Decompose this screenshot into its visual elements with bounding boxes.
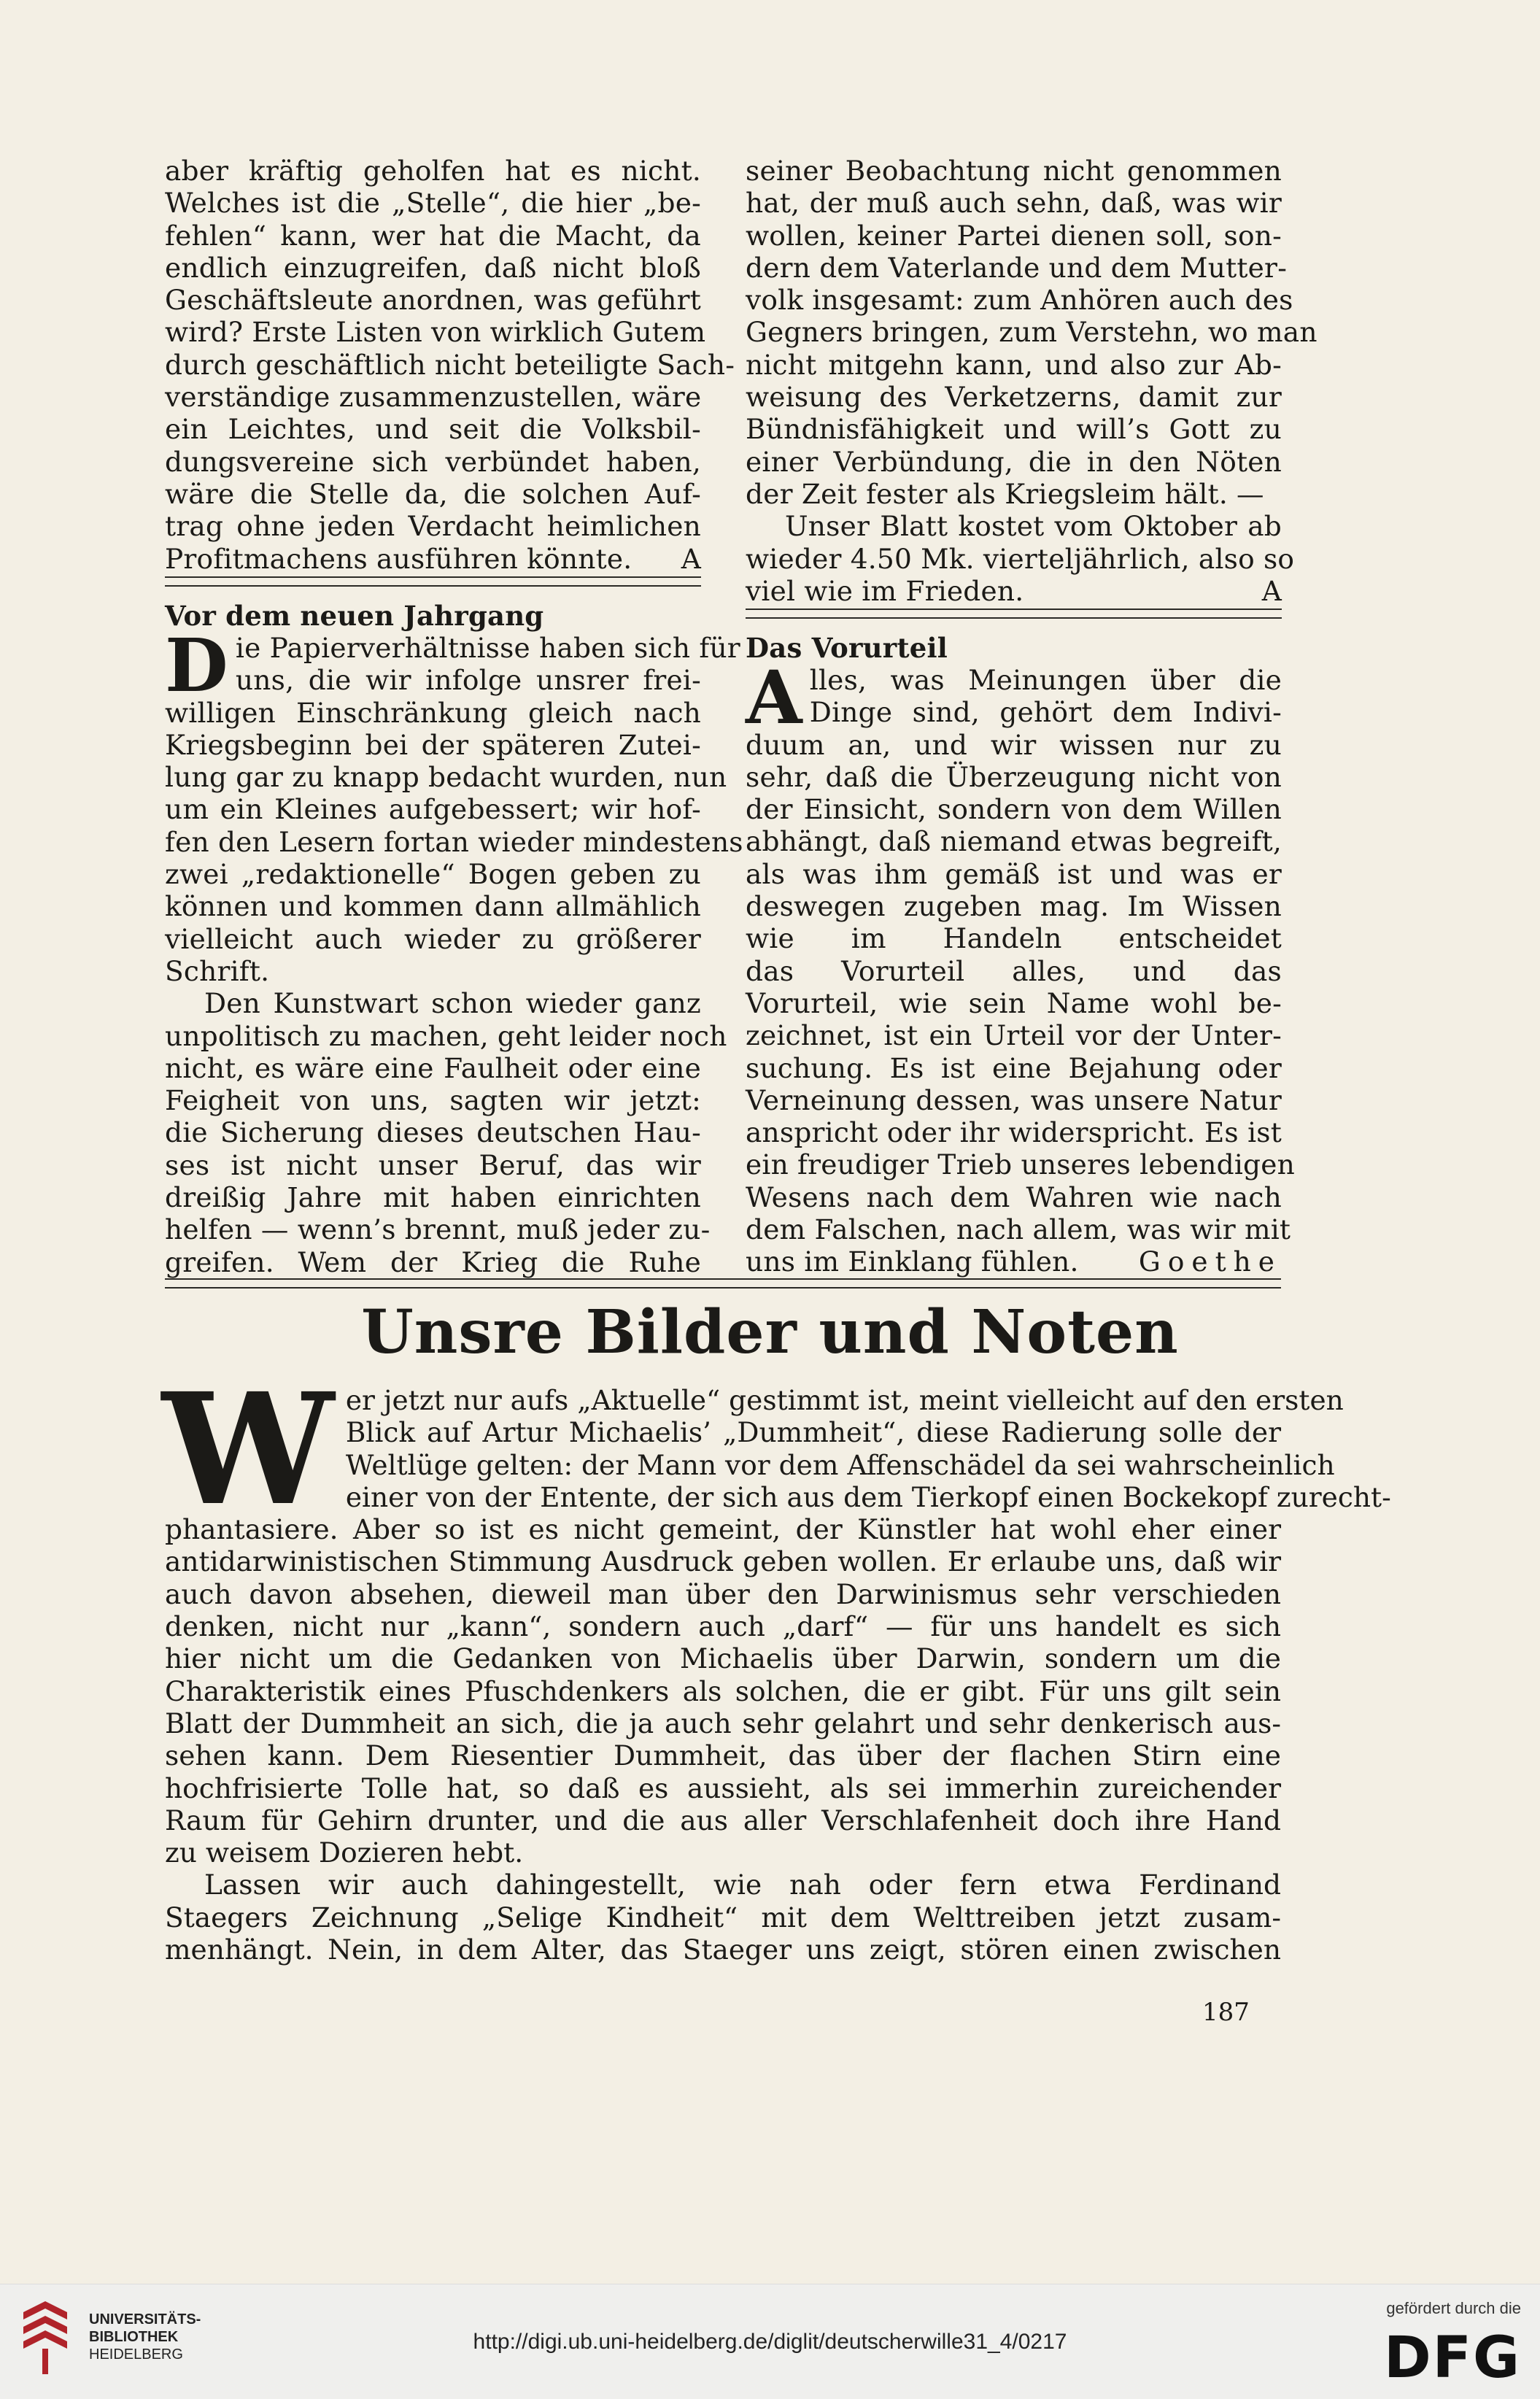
text-line: die Sicherung dieses deutschen Hau-	[165, 1116, 701, 1149]
vorurteil-last-line: uns im Einklang fühlen. Goethe	[746, 1245, 1282, 1278]
vorurteil-paragraph	[746, 654, 1296, 1246]
text-line: helfen — wenn’s brennt, muß jeder zu-	[165, 1213, 711, 1246]
signature-goethe: Goethe	[1138, 1245, 1282, 1278]
text-line: suchung. Es ist eine Bejahung oder	[746, 1051, 1282, 1084]
signature-a: A	[681, 542, 701, 575]
left-section-paragraph-2	[165, 987, 727, 1278]
text-line: Charakteristik eines Pfuschdenkers als solchen, die er gibt. Für uns gilt sein	[165, 1674, 1281, 1707]
text-line: einer von der Entente, der sich aus dem Tierkopf einen Bockekopf zurecht-	[345, 1480, 1391, 1513]
text-line: Lassen wir auch dahingestellt, wie nah oder fern etwa Ferdinand	[204, 1869, 1281, 1901]
text-line: aber kräftig geholfen hat es nicht.	[165, 155, 701, 187]
title-rule	[165, 1287, 1281, 1289]
text-line: Gegners bringen, zum Verstehn, wo man	[746, 316, 1317, 349]
text-line: Wesens nach dem Wahren wie nach	[746, 1181, 1282, 1213]
title-rule	[165, 1278, 1281, 1280]
text-line: Welches ist die „Stelle“, die hier „be-	[165, 187, 701, 220]
dropcap-w: W	[162, 1359, 334, 1540]
dropcap-a: A	[746, 654, 802, 741]
text-line: Feigheit von uns, sagten wir jetzt:	[165, 1084, 701, 1117]
text-line: lles, was Meinungen über die	[809, 664, 1282, 696]
text-line: er jetzt nur aufs „Aktuelle“ gestimmt ist, meint vielleicht auf den ersten	[345, 1384, 1344, 1416]
text-line: ie Papierverhältnisse haben sich für	[235, 632, 740, 664]
text-line: verständige zusammenzustellen, wäre	[165, 381, 702, 414]
text-line: dungsvereine sich verbündet haben,	[165, 445, 701, 478]
page-number: 187	[1202, 1998, 1250, 2027]
text-line: auch davon absehen, dieweil man über den Darwinismus sehr verschieden	[165, 1577, 1281, 1610]
text-line: einer Verbündung, die in den Nöten	[746, 445, 1282, 478]
text-line: nicht, es wäre eine Faulheit oder eine	[165, 1051, 701, 1084]
text-line: Blick auf Artur Michaelis’ „Dummheit“, diese Radierung solle der	[345, 1416, 1281, 1449]
text-line: Weltlüge gelten: der Mann vor dem Affenschädel da sei wahrscheinlich	[345, 1448, 1335, 1481]
column-rule	[165, 585, 701, 587]
text-line: vielleicht auch wieder zu größerer	[165, 922, 701, 955]
column-rule	[746, 617, 1282, 619]
text-line: ein Leichtes, und seit die Volksbil-	[165, 413, 701, 446]
text-line: Vorurteil, wie sein Name wohl be-	[746, 986, 1282, 1019]
section-heading-vor-dem-neuen-jahrgang: Vor dem neuen Jahrgang	[165, 600, 544, 632]
text-line: wollen, keiner Partei dienen soll, son-	[746, 219, 1282, 252]
text-line: anspricht oder ihr widerspricht. Es ist	[746, 1116, 1282, 1149]
right-section	[746, 632, 1296, 1278]
text-line: sehen kann. Dem Riesentier Dummheit, das über der flachen Stirn eine	[165, 1739, 1281, 1772]
left-column	[165, 155, 735, 575]
text-line: hat, der muß auch sehn, daß, was wir	[746, 187, 1282, 220]
text-line: als was ihm gemäß ist und was er	[746, 857, 1282, 890]
section-heading-das-vorurteil: Das Vorurteil	[746, 632, 948, 664]
text-line: Dinge sind, gehört dem Indivi-	[809, 696, 1282, 729]
text-line: unpolitisch zu machen, geht leider noch	[165, 1019, 727, 1052]
dropcap-d: D	[165, 622, 228, 708]
signature-a: A	[1261, 574, 1282, 607]
text-line: Verneinung dessen, was unsere Natur	[746, 1083, 1282, 1116]
text-line: dern dem Vaterlande und dem Mutter-	[746, 251, 1288, 284]
text-line: wird? Erste Listen von wirklich Gutem	[165, 316, 706, 349]
text-line: volk insgesamt: zum Anhören auch des	[746, 284, 1293, 317]
text-line: fen den Lesern fortan wieder mindestens	[165, 825, 743, 858]
main-title: Unsre Bilder und Noten	[361, 1297, 1179, 1367]
left-continuation-last-line: Profitmachens ausführen könnte. A	[165, 542, 701, 575]
left-section: Vor dem neuen Jahrgang D ie Papierverhältnisse haben sich für uns, die wir infolge unsrer frei- willigen Einschränkung gleich nach Kriegsbeginn bei der späteren Zutei- lung gar zu knapp bedacht wurden, nun um ein Kleines aufgebessert; wir hof- fen den Lesern fortan wieder mindestens zwei „redaktionelle“ Bogen geben zu können und kommen dann allmählich vielleicht auch wieder zu größerer Schrift. Den Kunstwart schon wieder ganz unpolitisch zu machen, geht leider noch nicht, es wäre eine Faulheit oder eine Feigheit von uns, sagten wir jetzt: die Sicherung dieses deutschen Hau- ses ist nicht unser Beruf, das wir dreißig Jahre mit haben einrichten helfen — wenn’s brennt, muß jeder zu- greifen. Wem der Krieg die Ruhe	[165, 600, 743, 1278]
column-rule	[165, 576, 701, 578]
text-line: das Vorurteil alles, und das	[746, 954, 1282, 987]
text-line: hier nicht um die Gedanken von Michaelis über Darwin, sondern um die	[165, 1642, 1281, 1675]
text-line: uns, die wir infolge unsrer frei-	[235, 664, 701, 697]
text-line: menhängt. Nein, in dem Alter, das Staeger uns zeigt, stören einen zwischen	[165, 1934, 1281, 1966]
text-line: nicht mitgehn kann, und also zur Ab-	[746, 348, 1282, 381]
text-line: phantasiere. Aber so ist es nicht gemeint, der Künstler hat wohl eher einer	[165, 1513, 1281, 1546]
text-line: deswegen zugeben mag. Im Wissen	[746, 890, 1282, 923]
text-line: willigen Einschränkung gleich nach	[165, 696, 701, 729]
text-line: Raum für Gehirn drunter, und die aus aller Verschlafenheit doch ihre Hand	[165, 1804, 1281, 1836]
right-column: seiner Beobachtung nicht genommen hat, der muß auch sehn, daß, was wir wollen, keiner Partei dienen soll, son- dern dem Vaterlande und dem Mutter- volk insgesamt: zum Anhören auch des Gegners bringen, zum Verstehn, wo man nicht mitgehn kann, und also zur Ab- weisung des Verketzerns, damit zur Bündnisfähigkeit und will’s Gott zu einer Verbündung, die in den Nöten der Zeit fester als Kriegsleim hält. — Unser Blatt kostet vom Oktober ab wieder 4.50 Mk. vierteljährlich, also so viel wie im Frieden. A	[746, 155, 1317, 607]
bottom-paragraph-2	[165, 1869, 1281, 1966]
text-line: lung gar zu knapp bedacht wurden, nun	[165, 761, 727, 794]
left-section-paragraph-1	[165, 622, 743, 955]
text-line: zwei „redaktionelle“ Bogen geben zu	[165, 858, 701, 891]
column-rule	[746, 609, 1282, 610]
university-library-name[interactable]: UNIVERSITÄTS- BIBLIOTHEK HEIDELBERG	[89, 2311, 201, 2363]
text-line: Staegers Zeichnung „Selige Kindheit“ mit dem Welttreiben jetzt zusam-	[165, 1901, 1281, 1934]
viewer-footer	[0, 2284, 1540, 2399]
text-line: Den Kunstwart schon wieder ganz	[204, 987, 701, 1020]
text-line: abhängt, daß niemand etwas begreift,	[746, 825, 1282, 858]
text-line: wäre die Stelle da, die solchen Auf-	[165, 477, 701, 510]
text-line: sehr, daß die Überzeugung nicht von	[746, 760, 1282, 793]
left-continuation-paragraph	[165, 155, 735, 543]
text-line: hochfrisierte Tolle hat, so daß es aussieht, als sei immerhin zureichender	[165, 1772, 1281, 1804]
text-line: ein freudiger Trieb unseres lebendigen	[746, 1148, 1296, 1181]
text-line: denken, nicht nur „kann“, sondern auch „darf“ — für uns handelt es sich	[165, 1610, 1281, 1643]
text-line: zeichnet, ist ein Urteil vor der Unter-	[746, 1019, 1282, 1052]
text-line: Blatt der Dummheit an sich, die ja auch sehr gelahrt und sehr denkerisch aus-	[165, 1707, 1281, 1739]
funding-note: gefördert durch die	[1386, 2299, 1521, 2317]
text-line: durch geschäftlich nicht beteiligte Sach-	[165, 348, 735, 381]
text-line: Kriegsbeginn bei der späteren Zutei-	[165, 728, 701, 761]
text-line: wieder 4.50 Mk. vierteljährlich, also so	[746, 542, 1295, 575]
text-line: Geschäftsleute anordnen, was geführt	[165, 284, 701, 317]
text-line: können und kommen dann allmählich	[165, 890, 701, 923]
dfg-logo[interactable]: DFG	[1383, 2325, 1521, 2391]
text-line: weisung des Verketzerns, damit zur	[746, 381, 1282, 414]
text-line: wie im Handeln entscheidet	[746, 922, 1282, 955]
price-last-line: viel wie im Frieden. A	[746, 574, 1282, 607]
text-line: greifen. Wem der Krieg die Ruhe	[165, 1245, 701, 1278]
text-line: dem Falschen, nach allem, was wir mit	[746, 1213, 1291, 1246]
text-line: antidarwinistischen Stimmung Ausdruck geben wollen. Er erlaube uns, daß wir	[165, 1545, 1281, 1578]
right-continuation-paragraph	[746, 155, 1317, 478]
text-line: der Einsicht, sondern von dem Willen	[746, 793, 1282, 826]
price-paragraph	[746, 510, 1295, 575]
text-line: duum an, und wir wissen nur zu	[746, 728, 1282, 761]
text-line: ses ist nicht unser Beruf, das wir	[165, 1148, 701, 1181]
text-line: fehlen“ kann, wer hat die Macht, da	[165, 219, 701, 252]
text-line: seiner Beobachtung nicht genommen	[746, 155, 1282, 187]
text-line: um ein Kleines aufgebessert; wir hof-	[165, 793, 701, 826]
text-line: Bündnisfähigkeit und will’s Gott zu	[746, 413, 1282, 446]
permalink-url[interactable]: http://digi.ub.uni-heidelberg.de/diglit/deutscherwille31_4/0217	[473, 2330, 1067, 2354]
text-line: trag ohne jeden Verdacht heimlichen	[165, 510, 701, 543]
bilder-und-noten-text: W er jetzt nur aufs „Aktuelle“ gestimmt ist, meint vielleicht auf den ersten Blick auf Artur Michaelis’ „Dummheit“, diese Radierung solle der Weltlüge gelten: der Mann vor dem Affenschädel da sei wahrscheinlich einer von der Entente, der sich aus dem Tierkopf einen Bockekopf zurecht- phantasiere. Aber so ist es nicht gemeint, der Künstler hat wohl eher einer antidarwinistischen Stimmung Ausdruck geben wollen. Er erlaube uns, daß wir auch davon absehen, dieweil man über den Darwinismus sehr verschieden denken, nicht nur „kann“, sondern auch „darf“ — für uns handelt es sich hier nicht um die Gedanken von Michaelis über Darwin, sondern um die Charakteristik eines Pfuschdenkers als solchen, die er gibt. Für uns gilt sein Blatt der Dummheit an sich, die ja auch sehr gelahrt und sehr denkerisch aus- sehen kann. Dem Riesentier Dummheit, das über der flachen Stirn eine hochfrisierte Tolle hat, so daß es aussieht, als sei immerhin zureichender Raum für Gehirn drunter, und die aus aller Verschlafenheit doch ihre Hand zu weisem Dozieren hebt. Lassen wir auch dahingestellt, wie nah oder fern etwa Ferdinand Staegers Zeichnung „Selige Kindheit“ mit dem Welttreiben jetzt zusam- menhängt. Nein, in dem Alter, das Staeger uns zeigt, stören einen zwischen	[162, 1359, 1391, 1966]
text-line: dreißig Jahre mit haben einrichten	[165, 1181, 701, 1214]
text-line: endlich einzugreifen, daß nicht bloß	[165, 251, 701, 284]
text-line: Unser Blatt kostet vom Oktober ab	[785, 510, 1282, 543]
